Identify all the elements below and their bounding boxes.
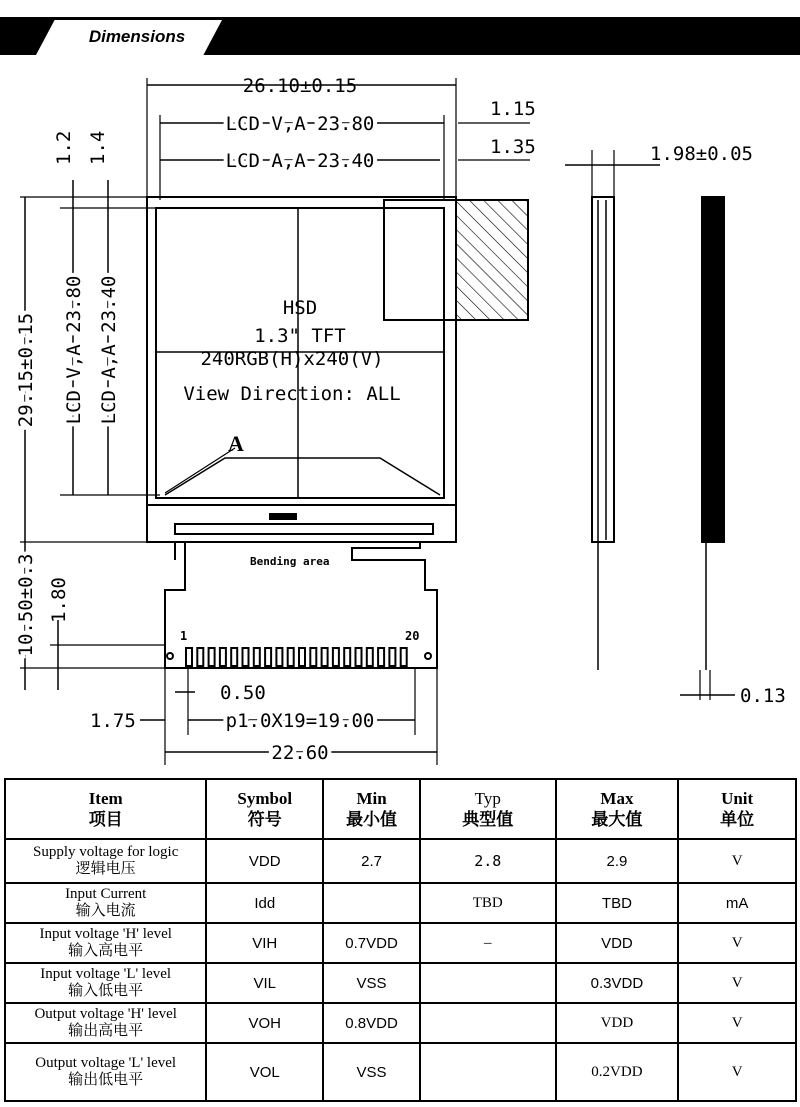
fpc-pin: [254, 648, 260, 666]
dim-aa-v: LCD A,A 23.40: [98, 275, 120, 425]
header-typ: Typ 典型值: [420, 779, 556, 839]
fpc-pin: [197, 648, 203, 666]
electrical-spec-table: [4, 778, 797, 1102]
fpc-pin: [322, 648, 328, 666]
fpc-pin: [276, 648, 282, 666]
table-row: Input voltage 'L' level 输入低电平 VIL VSS 0.3VDD V: [5, 963, 796, 1003]
pin-last-label: 20: [405, 629, 420, 643]
table-row: Input Current 输入电流 Idd TBD TBD mA: [5, 883, 796, 923]
fpc-pin: [243, 648, 249, 666]
dim-width: 26.10±0.15: [242, 75, 358, 97]
header-unit: Unit 单位: [678, 779, 796, 839]
dim-thickness: 1.98±0.05: [650, 143, 753, 165]
fpc-pin: [231, 648, 237, 666]
table-row: Output voltage 'H' level 输出高电平 VOH 0.8VDD VDD V: [5, 1003, 796, 1043]
dim-pitch: p1.0X19=19.00: [225, 710, 375, 732]
panel-line-4: View Direction: ALL: [183, 383, 401, 405]
fpc-pin: [209, 648, 215, 666]
fpc-pin: [401, 648, 407, 666]
dim-height: 29.15±0.15: [15, 312, 37, 428]
fpc-pin: [310, 648, 316, 666]
dim-14: 1.4: [87, 130, 109, 165]
table-row: Supply voltage for logic 逻辑电压 VDD 2.7 2.8 2.9 V: [5, 839, 796, 883]
dimension-drawing: [0, 60, 800, 775]
fpc-pin: [265, 648, 271, 666]
dim-aa-h: LCD A,A 23.40: [225, 150, 375, 172]
fpc-pin: [220, 648, 226, 666]
dim-135: 1.35: [490, 136, 536, 158]
hatched-flap: [456, 200, 528, 320]
table-header-row: [5, 779, 796, 839]
fpc-pin: [186, 648, 192, 666]
header-max: Max 最大值: [556, 779, 679, 839]
fpc-pin: [288, 648, 294, 666]
section-title: Dimensions: [88, 27, 186, 46]
dim-va-h: LCD V,A 23.80: [225, 113, 375, 135]
dim-115: 1.15: [490, 98, 536, 120]
dim-va-v: LCD V,A 23.80: [63, 275, 85, 425]
table-row: Input voltage 'H' level 输入高电平 VIH 0.7VDD – VDD V: [5, 923, 796, 963]
fpc-pin: [367, 648, 373, 666]
header-min: Min 最小值: [323, 779, 420, 839]
dim-050: 0.50: [220, 682, 266, 704]
pin-first-label: 1: [180, 629, 188, 643]
side-view-1: [592, 197, 614, 542]
fpc-pin: [299, 648, 305, 666]
fpc-pin: [333, 648, 339, 666]
dim-fpc-w: 22.60: [271, 742, 329, 764]
header-item: Item 项目: [5, 779, 206, 839]
header-symbol: Symbol 符号: [206, 779, 323, 839]
table-row: Output voltage 'L' level 输出低电平 VOL VSS 0.2VDD V: [5, 1043, 796, 1101]
panel-line-3: 240RGB(H)x240(V): [200, 348, 384, 370]
bending-area-label: Bending area: [250, 555, 330, 568]
dim-175: 1.75: [90, 710, 136, 732]
dim-fpc-h: 10.50±0.3: [15, 553, 37, 657]
dim-180: 1.80: [48, 577, 70, 623]
fpc-pin: [344, 648, 350, 666]
fpc-hole: [425, 653, 431, 659]
fpc-pin: [356, 648, 362, 666]
side-view-2: [702, 197, 724, 542]
fpc-pin: [389, 648, 395, 666]
panel-line-1: HSD: [282, 297, 318, 319]
fpc-hole: [167, 653, 173, 659]
panel-line-2: 1.3" TFT: [254, 325, 346, 347]
fpc-pin: [378, 648, 384, 666]
dim-12: 1.2: [53, 130, 75, 165]
dim-013: 0.13: [740, 685, 786, 707]
marker-a: A: [228, 431, 244, 456]
